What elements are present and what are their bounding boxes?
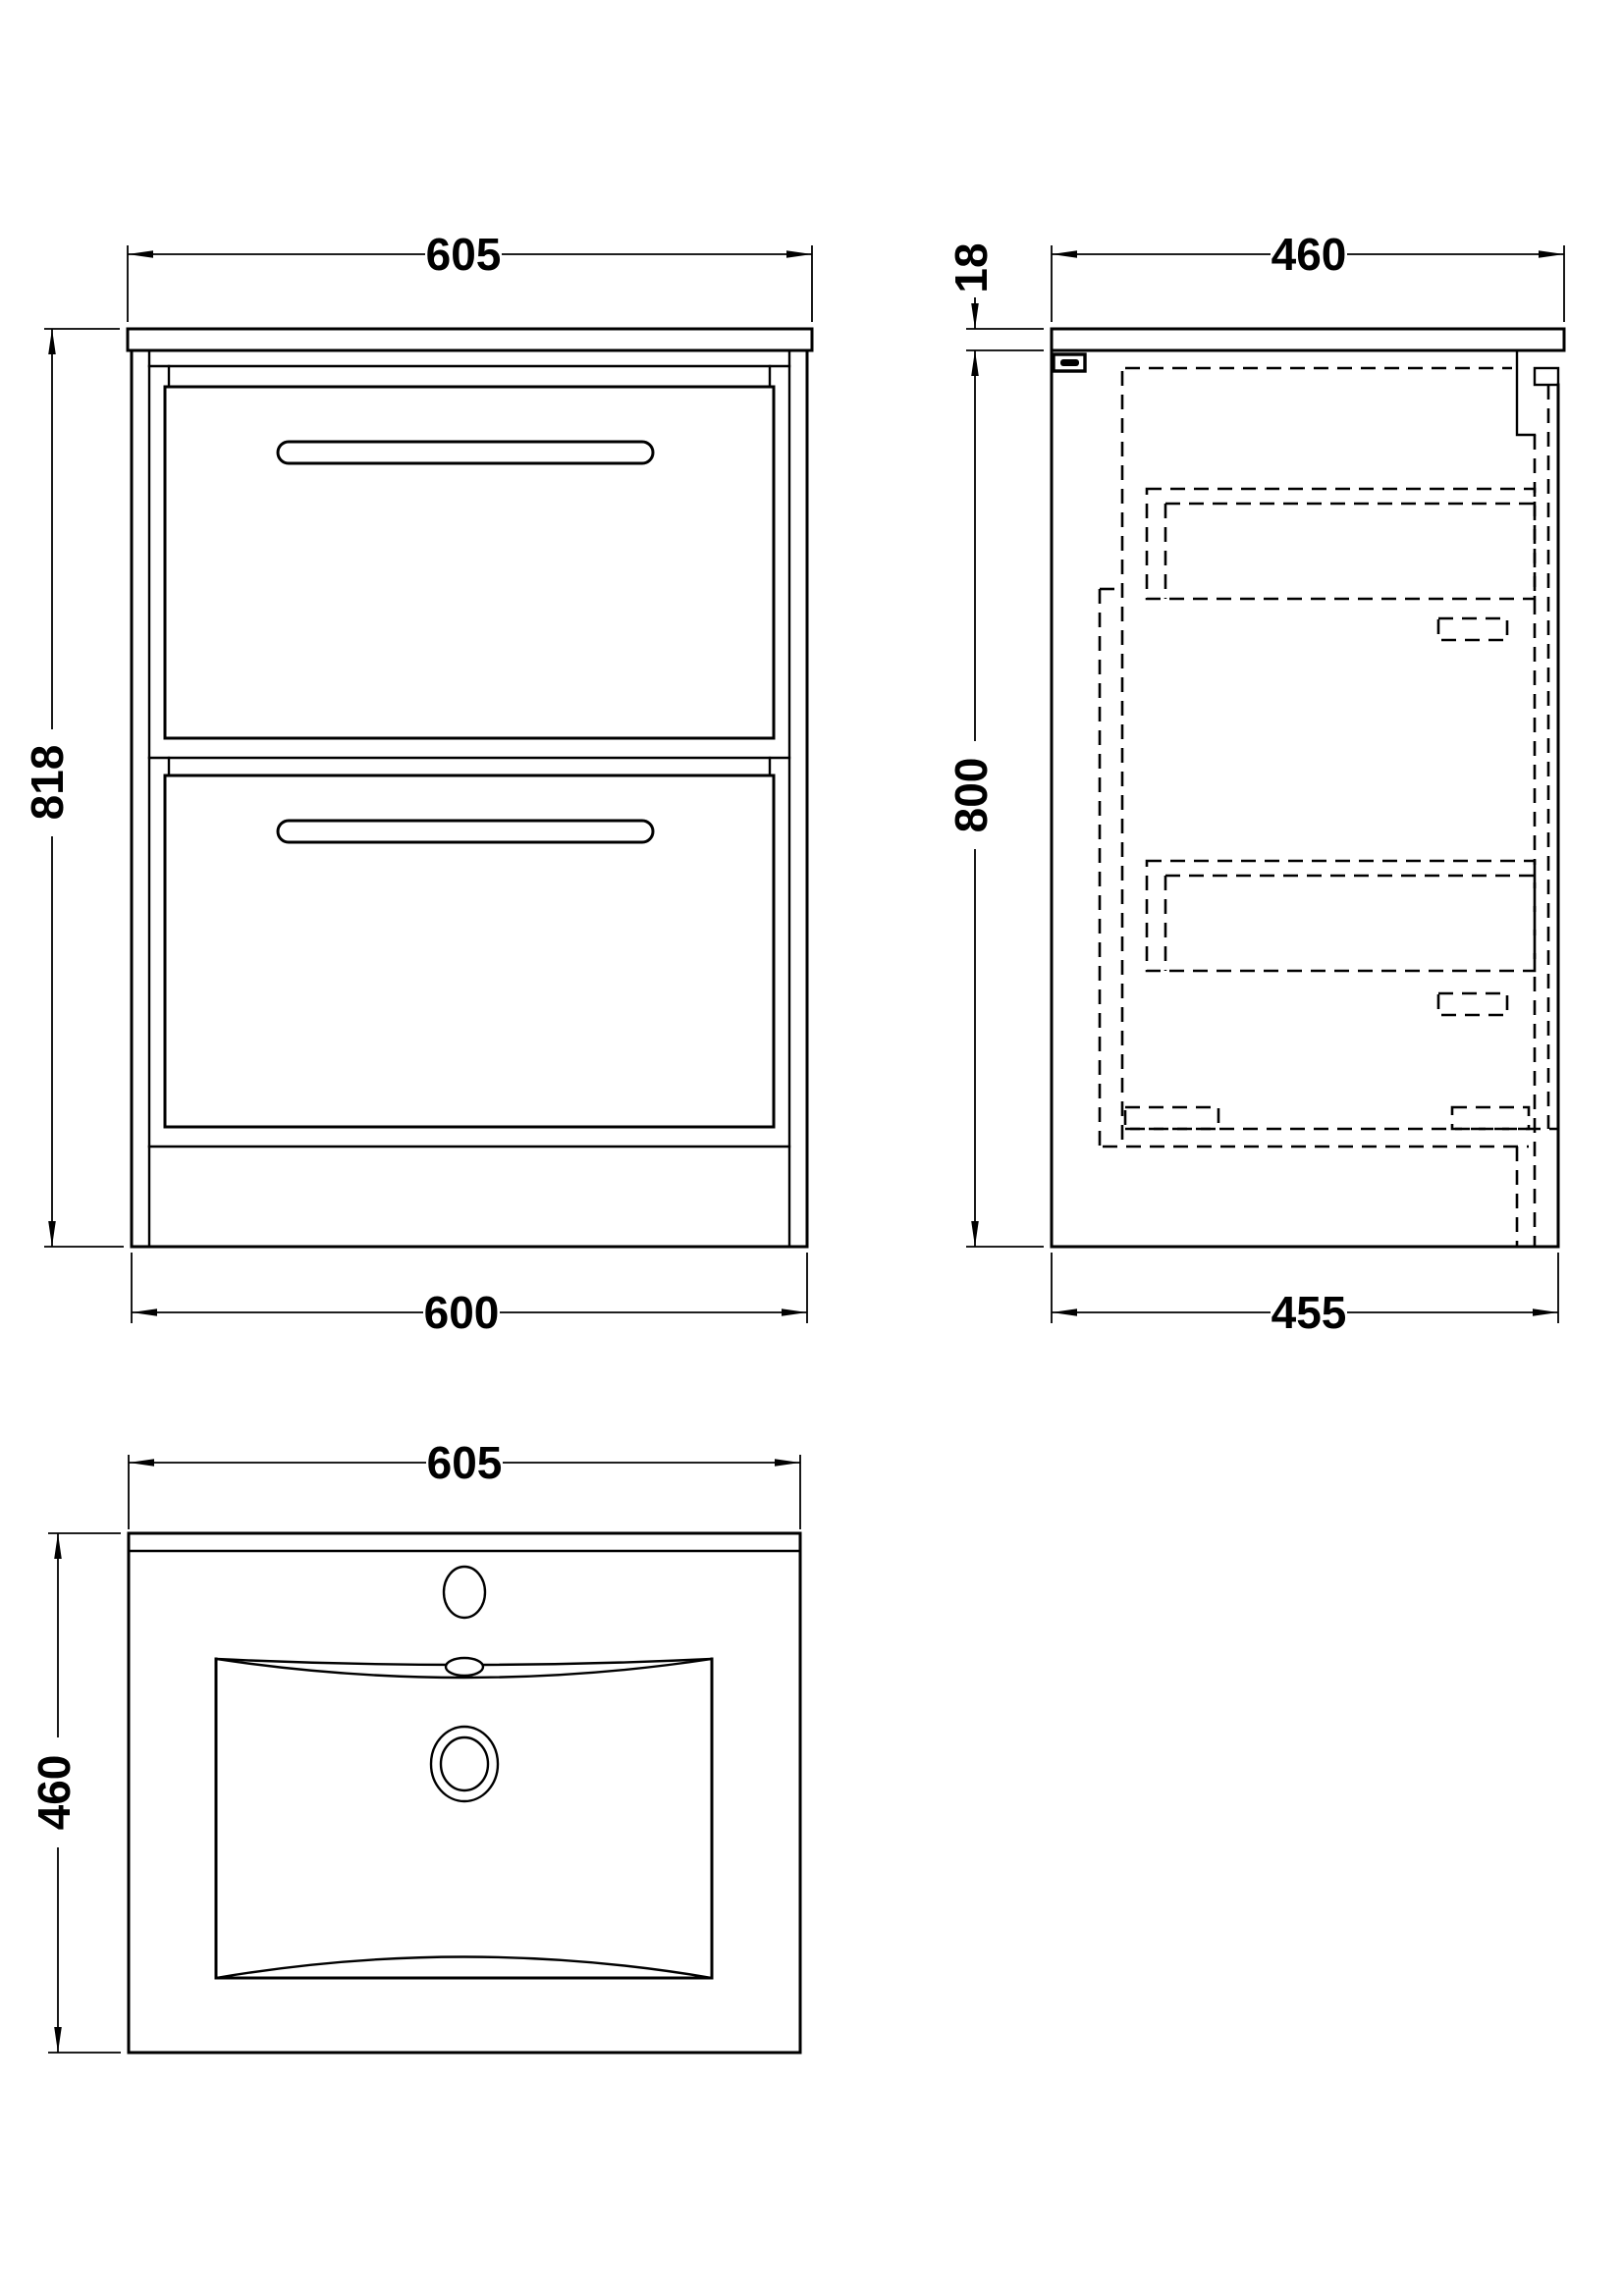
basin-bowl: [216, 1658, 712, 1978]
side-hidden-construction: [1100, 368, 1558, 1247]
side-dim-bottom-depth: [1052, 1253, 1558, 1338]
front-drawer-upper: [165, 387, 774, 738]
front-drawer-upper-handle: [278, 442, 653, 463]
basin-plan-view: [28, 1437, 800, 2053]
side-dim-top-depth: [1052, 229, 1564, 322]
front-dim-bottom-width: [132, 1253, 807, 1338]
basin-dim-top-width-label: 605: [426, 1437, 503, 1488]
basin-dim-top-width: [129, 1437, 800, 1529]
side-dim-bottom-depth-label: 455: [1271, 1287, 1347, 1338]
side-drawer-box-lower: [1147, 861, 1535, 1015]
side-dim-left-height: [946, 350, 1044, 1247]
wall-bracket-icon: [1054, 354, 1085, 371]
side-drawer-box-upper: [1147, 489, 1535, 640]
basin-dim-left-depth: [28, 1533, 121, 2053]
side-bottom-panel: [1103, 1107, 1558, 1247]
overflow-hole-icon: [446, 1658, 483, 1676]
side-dim-left-height-label: 800: [946, 757, 997, 833]
tap-hole-icon: [444, 1567, 485, 1618]
waste-drain-icon: [431, 1727, 498, 1801]
side-dim-counter-thickness: [946, 242, 1044, 350]
front-countertop: [128, 329, 812, 350]
side-top-rail-notch: [1517, 350, 1535, 435]
front-dim-left-height-label: 818: [22, 744, 73, 821]
front-dim-left-height: [22, 329, 124, 1247]
side-hanging-rail: [1535, 368, 1558, 385]
side-countertop: [1052, 329, 1564, 350]
front-drawer-lower: [165, 775, 774, 1127]
front-cabinet-carcass: [132, 350, 807, 1247]
side-section-view: [946, 229, 1564, 1338]
front-drawer-lower-handle: [278, 821, 653, 842]
front-dim-top-width-label: 605: [425, 229, 502, 280]
basin-dim-left-depth-label: 460: [28, 1754, 80, 1831]
side-drawer-runner-upper: [1438, 618, 1507, 640]
front-dim-bottom-width-label: 600: [423, 1287, 500, 1338]
side-drawer-runner-lower: [1438, 993, 1507, 1015]
side-dim-counter-thickness-label: 18: [946, 242, 997, 294]
front-dim-top-width: [128, 229, 812, 322]
front-elevation-view: [22, 229, 812, 1338]
side-dim-top-depth-label: 460: [1271, 229, 1347, 280]
side-cabinet-outline: [1052, 350, 1558, 1247]
front-mid-rail: [149, 758, 789, 775]
